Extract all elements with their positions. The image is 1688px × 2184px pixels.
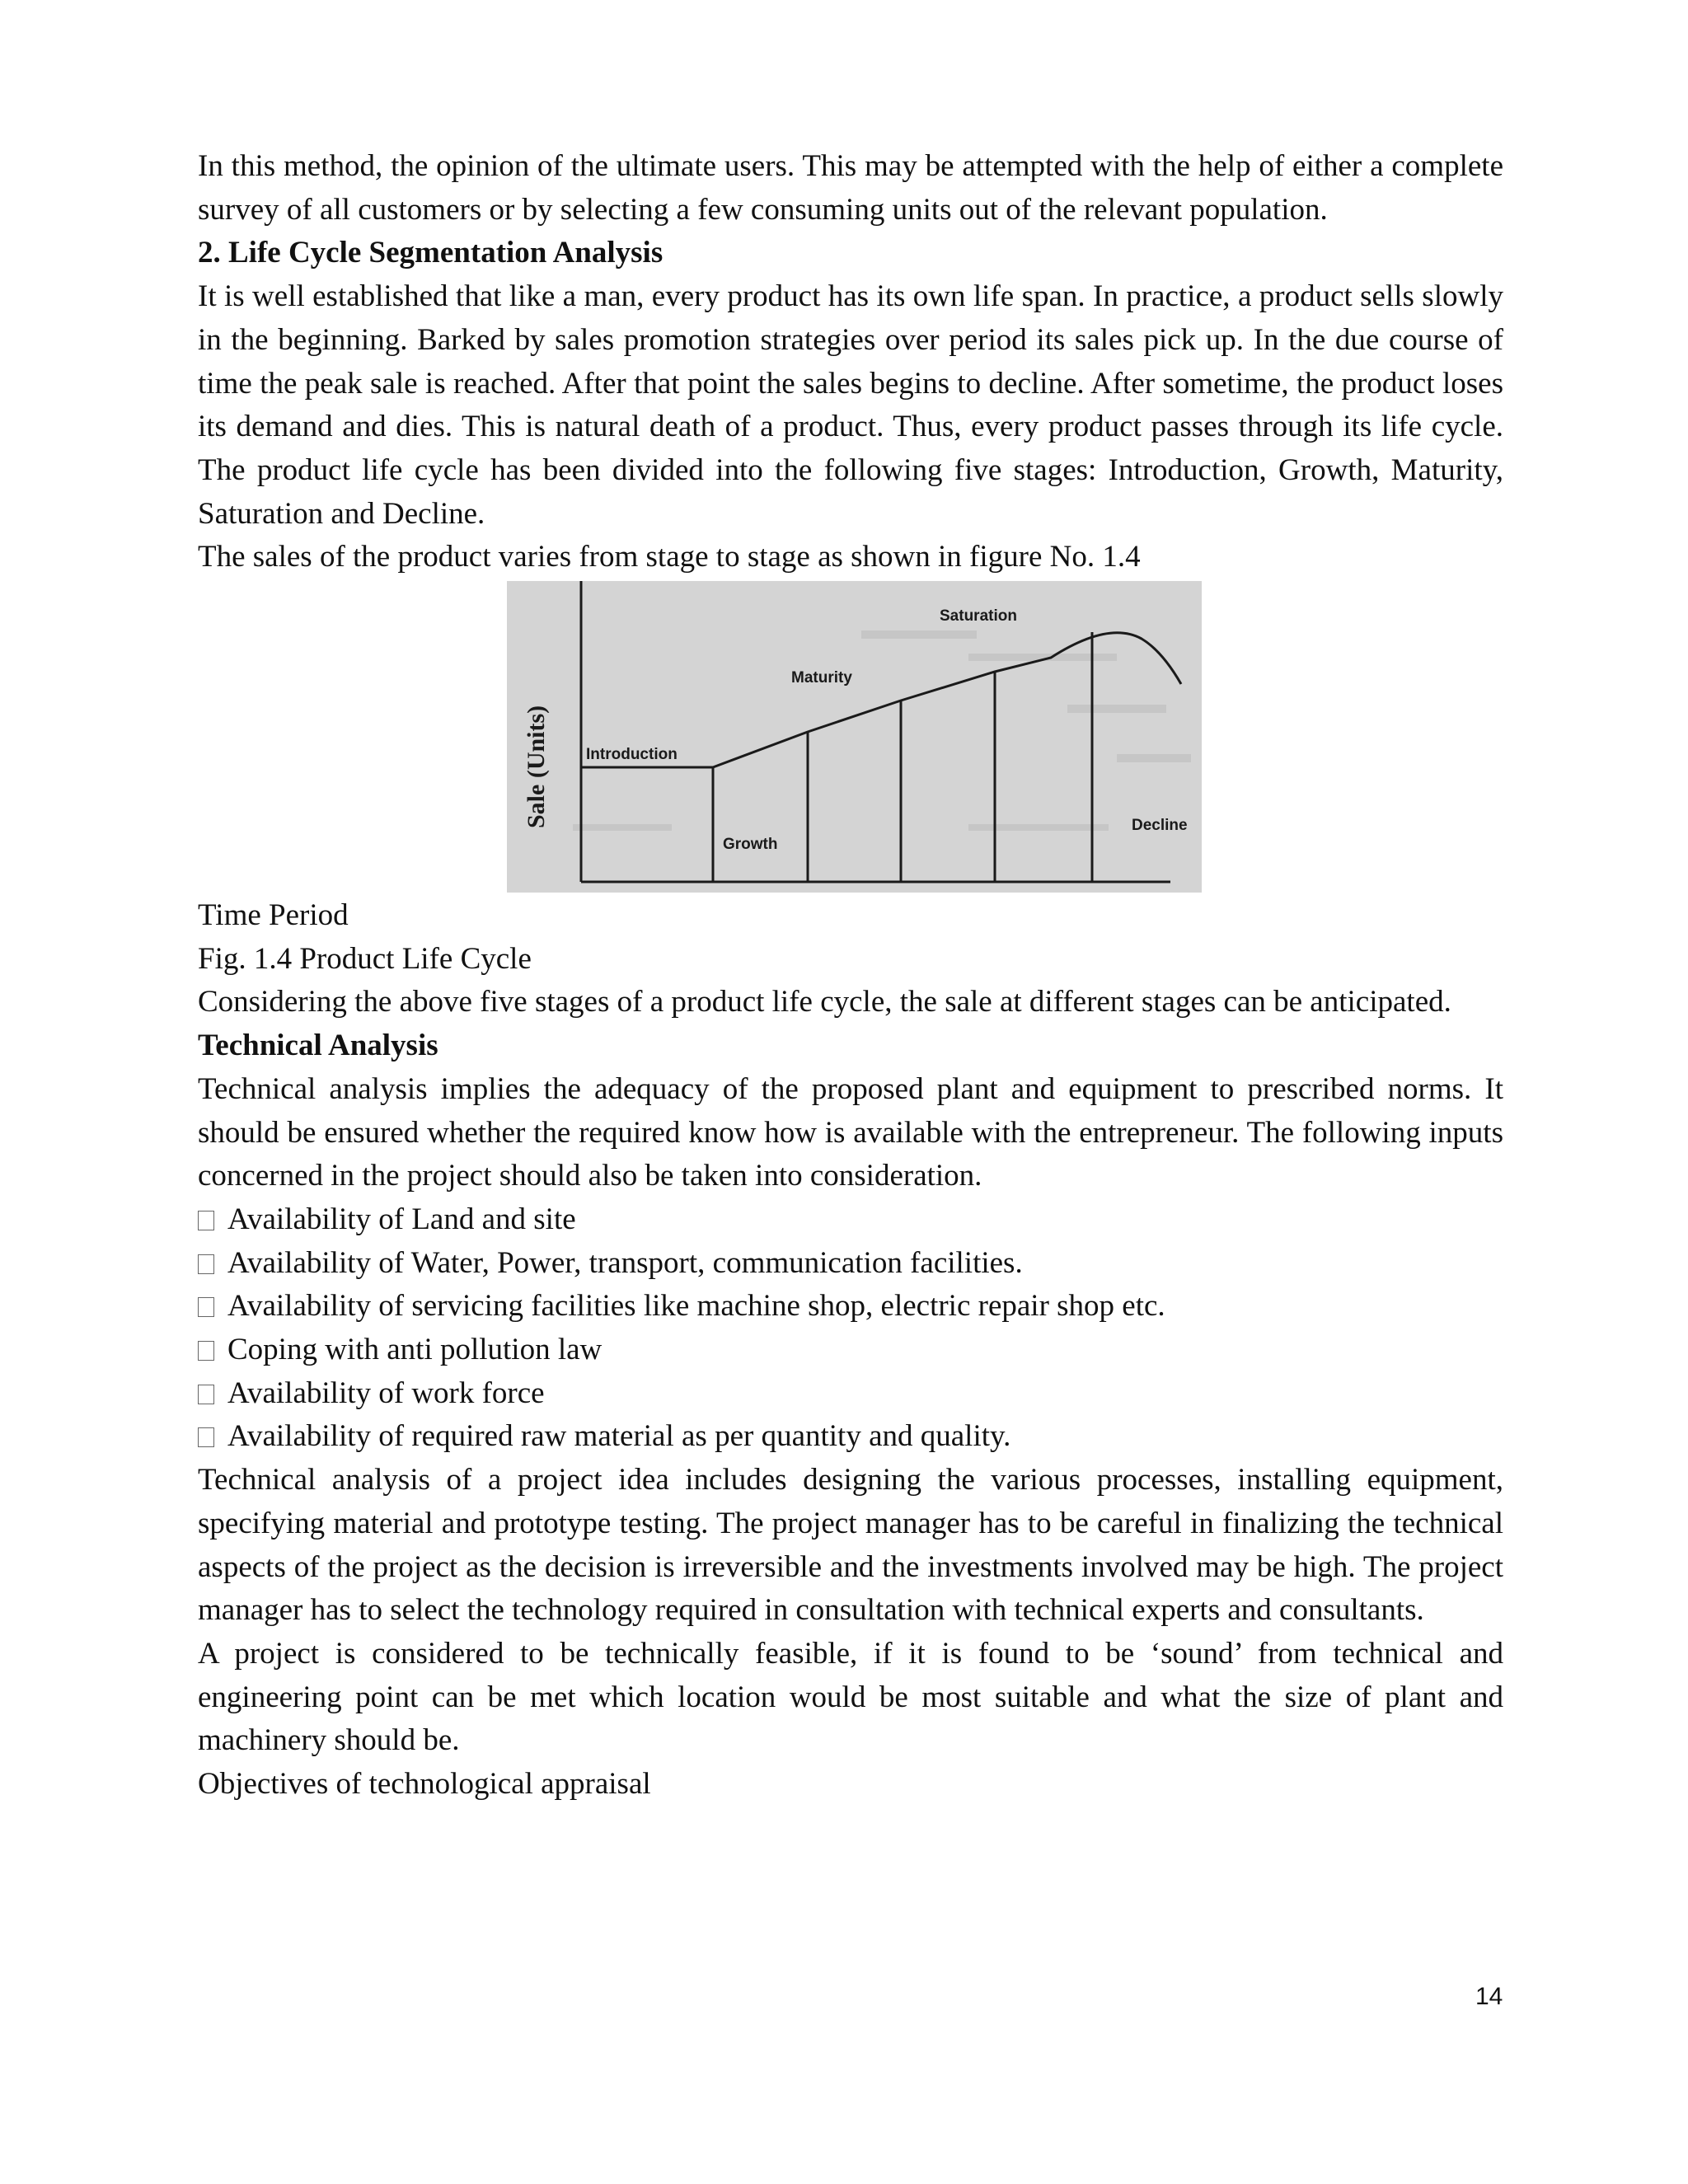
product-life-cycle-diagram [507,581,1202,893]
stage-label-growth: Growth [723,836,778,854]
considering-paragraph: Considering the above five stages of a product life cycle, the sale at different stages can be anticipated. [198,985,1451,1019]
bullet-item [198,1415,1503,1459]
stage-label-maturity: Maturity [791,669,852,687]
objectives-line: Objectives of technological appraisal [198,1767,651,1802]
document-page [198,145,1503,1807]
life-cycle-heading: 2. Life Cycle Segmentation Analysis [198,236,663,270]
time-period-label: Time Period [198,898,349,933]
bullet-text: Availability of servicing facilities like machine shop, electric repair shop etc. [227,1289,1165,1324]
figure-intro-text: The sales of the product varies from stage to stage as shown in figure No. 1.4 [198,540,1141,574]
bullet-text: Coping with anti pollution law [227,1333,603,1367]
bullet-text: Availability of Land and site [227,1202,576,1236]
page-number: 14 [1475,1983,1503,2010]
bullet-text: Availability of required raw material as per quantity and quality. [227,1419,1011,1454]
intro-paragraph: In this method, the opinion of the ultimate users. This may be attempted with the help of either a complete survey of all customers or by selecting a few consuming units out of the relevant population. [198,149,1503,227]
product-life-cycle-figure [507,581,1202,893]
bullet-box-icon [198,1427,214,1447]
bullet-item [198,1372,1503,1416]
bullet-box-icon [198,1211,214,1230]
bullet-box-icon [198,1297,214,1317]
bullet-box-icon [198,1341,214,1361]
stage-label-saturation: Saturation [940,607,1017,626]
bullet-box-icon [198,1254,214,1274]
scan-background [507,581,1202,893]
feasibility-paragraph: A project is considered to be technically feasible, if it is found to be ‘sound’ from technical and engineering point can be met which location would be most suitable and what the size of plant and machinery should be. [198,1636,1503,1758]
bullet-text: Availability of Water, Power, transport, communication facilities. [227,1245,1023,1280]
bullet-item [198,1198,1503,1242]
bullet-item [198,1285,1503,1329]
figure-caption: Fig. 1.4 Product Life Cycle [198,941,532,976]
bullet-text: Availability of work force [227,1376,545,1410]
stage-label-introduction: Introduction [586,746,678,764]
technical-analysis-heading: Technical Analysis [198,1029,438,1063]
technical-design-paragraph: Technical analysis of a project idea includes designing the various processes, installing equipment, specifying material and prototype testing. The project manager has to be careful in finalizing the technical aspects of the project as the decision is irreversible and the investments involved may be high. The project manager has to select the technology required in consultation with technical experts and consultants. [198,1463,1503,1628]
bullet-box-icon [198,1385,214,1404]
technical-analysis-paragraph: Technical analysis implies the adequacy of the proposed plant and equipment to prescribed norms. It should be ensured whether the required know how is available with the entrepreneur. The following inputs concerned in the project should also be taken into consideration. [198,1071,1503,1193]
bullet-item [198,1242,1503,1286]
y-axis-label: Sale (Units) [523,705,550,829]
life-cycle-paragraph: It is well established that like a man, every product has its own life span. In practice, a product sells slowly in the beginning. Barked by sales promotion strategies over period its sales pick up. In the due course of time the peak sale is reached. After that point the sales begins to decline. After sometime, the product loses its demand and dies. This is natural death of a product. Thus, every product passes through its life cycle. The product life cycle has been divided into the following five stages: Introduction, Growth, Maturity, Saturation and Decline. [198,279,1503,531]
bullet-item [198,1329,1503,1372]
stage-label-decline: Decline [1132,817,1188,835]
